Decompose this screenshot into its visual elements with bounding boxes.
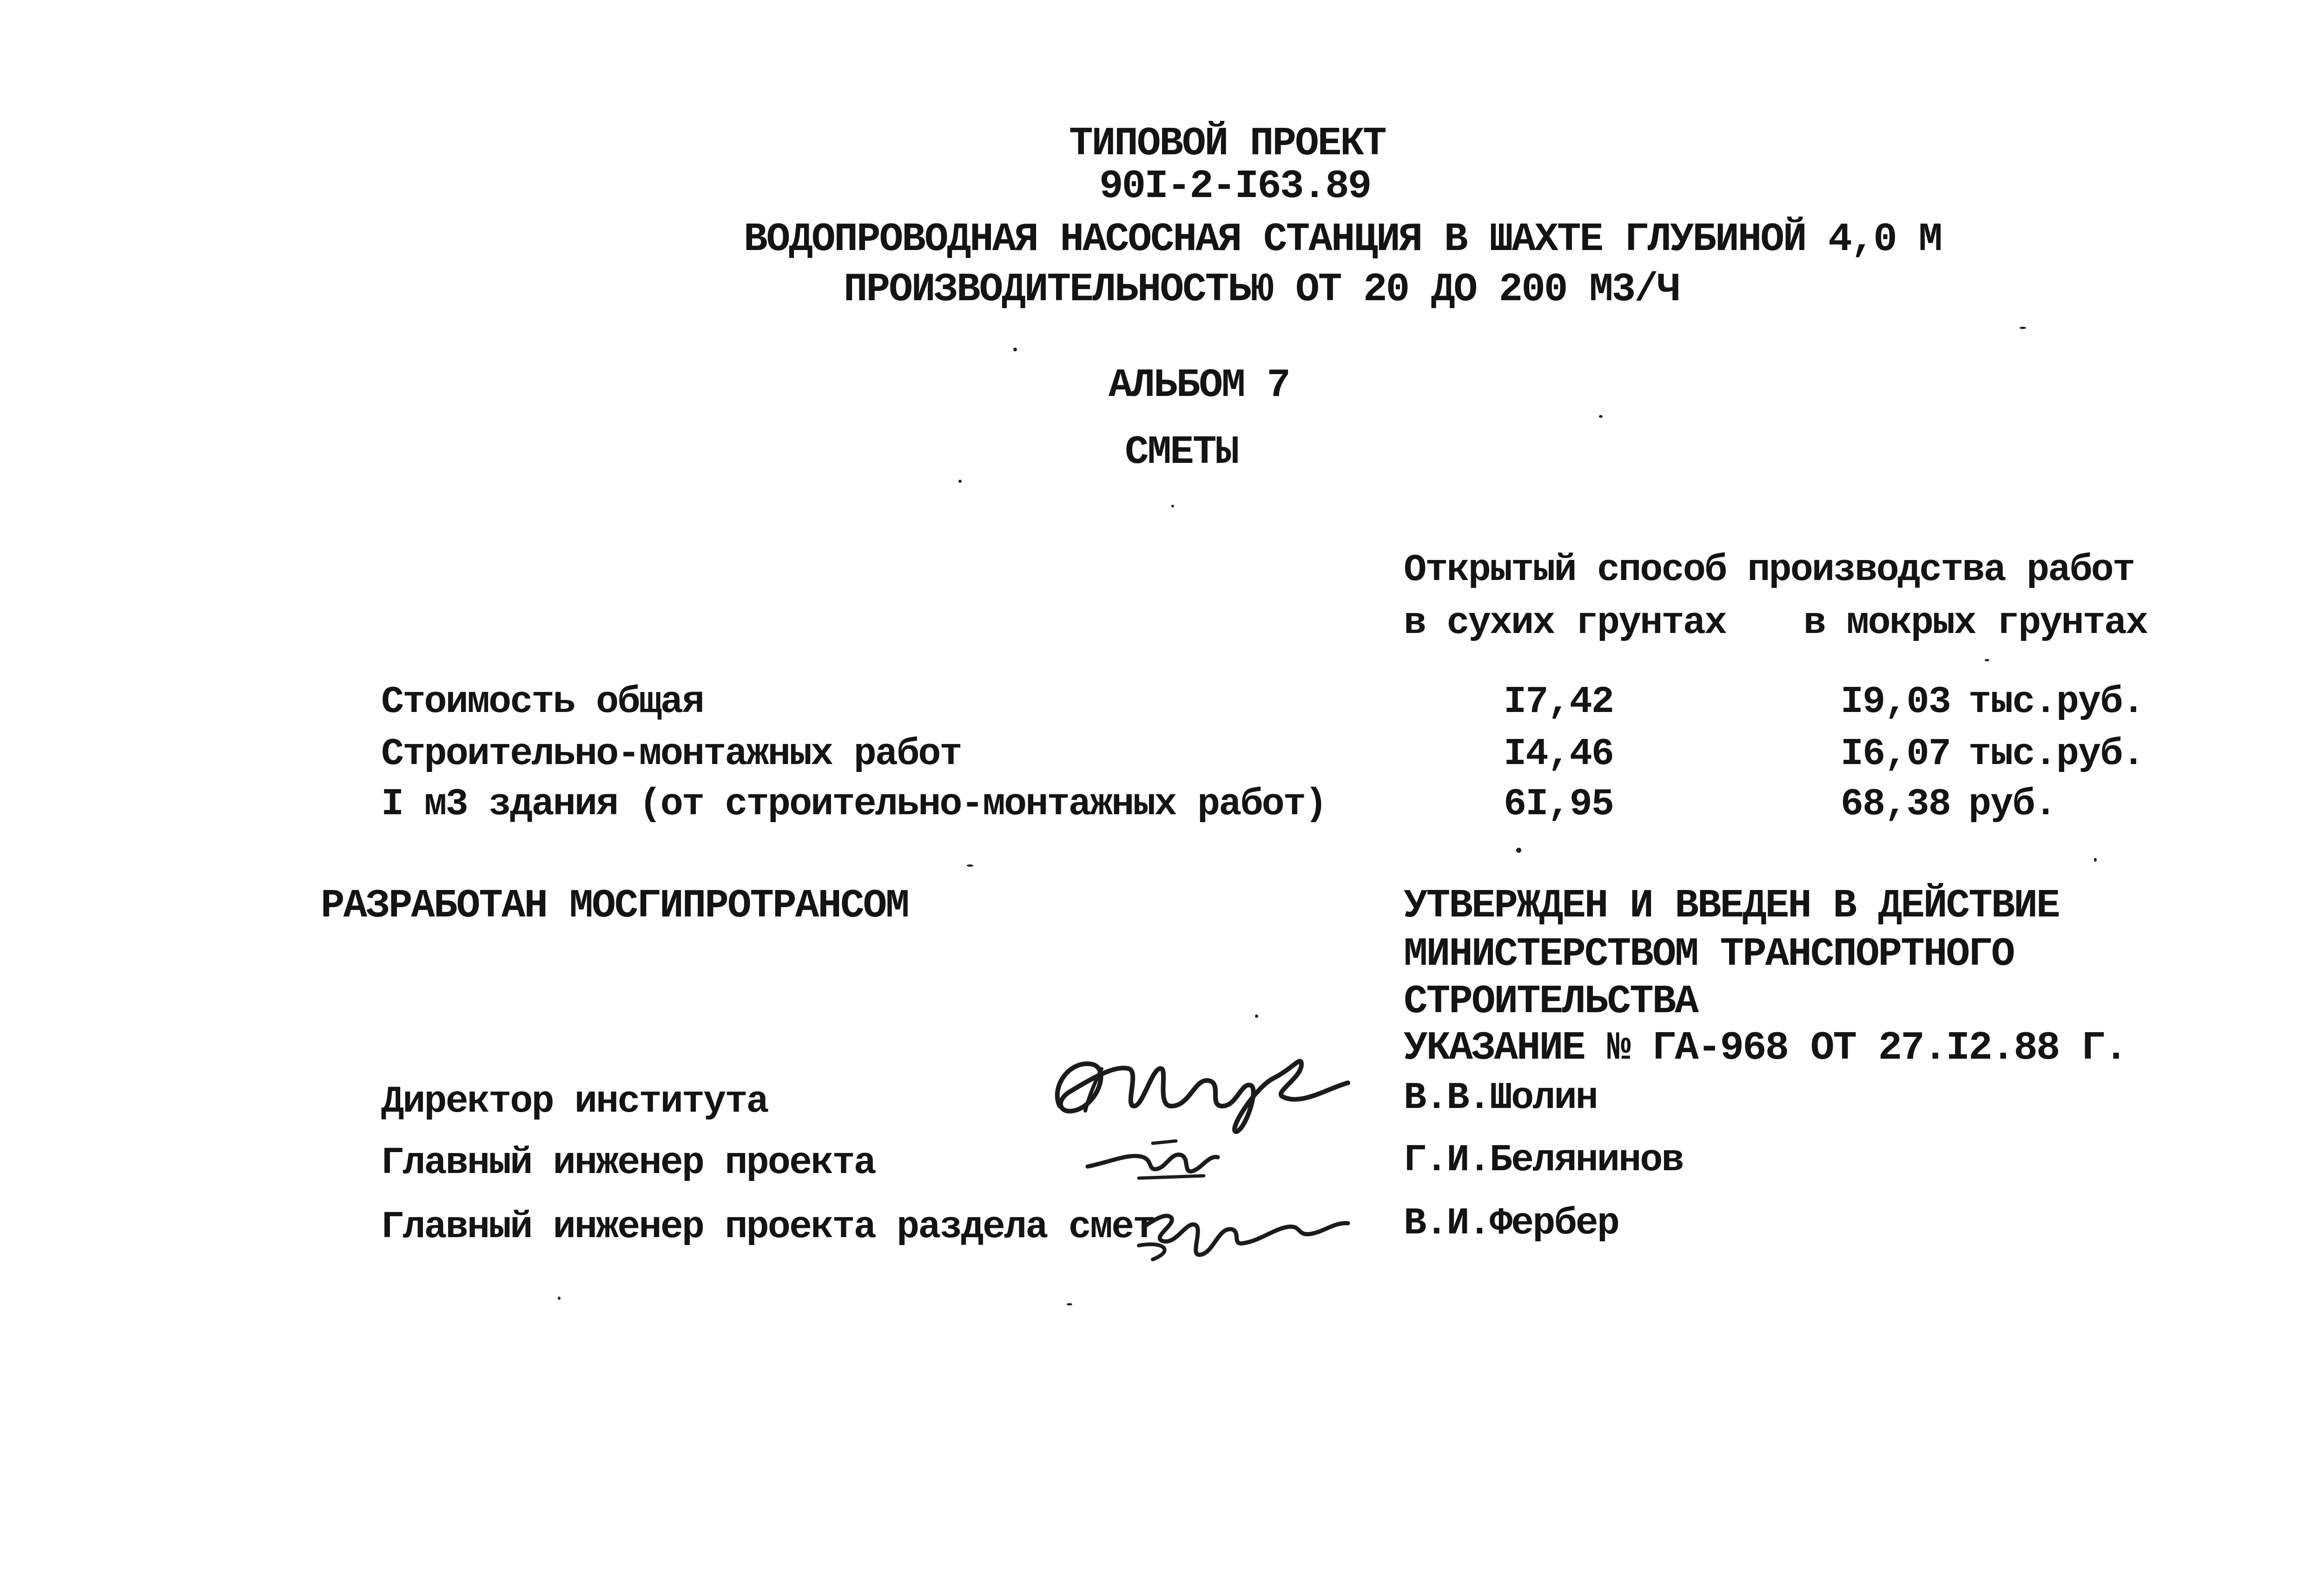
column-header-dry: в сухих грунтах (1404, 601, 1726, 645)
wet-value: I9,03 (1841, 680, 1951, 724)
scan-speck (2020, 327, 2026, 329)
album-label: АЛЬБОМ 7 (1109, 362, 1289, 408)
approval-line-2: МИНИСТЕРСТВОМ ТРАНСПОРТНОГО (1404, 931, 2014, 977)
approval-line-4: УКАЗАНИЕ № ГА-968 ОТ 27.I2.88 Г. (1404, 1025, 2127, 1071)
signatory-role: Главный инженер проекта раздела смет (381, 1206, 1155, 1249)
signatory-role: Главный инженер проекта (381, 1141, 875, 1185)
signatory-name: В.В.Шолин (1404, 1076, 1597, 1120)
signatory-name: В.И.Фербер (1404, 1202, 1619, 1245)
method-heading: Открытый способ производства работ (1404, 548, 2134, 592)
unit-label: тыс.руб. (1968, 680, 2144, 724)
doc-type: ТИПОВОЙ ПРОЕКТ (1069, 121, 1386, 166)
doc-number: 90I-2-I63.89 (1099, 164, 1371, 209)
scan-speck (1516, 848, 1521, 853)
scan-speck (1067, 1303, 1072, 1305)
title-line-1: ВОДОПРОВОДНАЯ НАСОСНАЯ СТАНЦИЯ В ШАХТЕ ГЛУБИНОЙ 4,0 М (744, 217, 1941, 262)
column-header-wet: в мокрых грунтах (1803, 601, 2147, 645)
wet-value: 68,38 (1841, 783, 1951, 826)
dry-value: I7,42 (1504, 680, 1614, 724)
dry-value: 6I,95 (1504, 783, 1614, 826)
row-label: I м3 здания (от строительно-монтажных работ) (381, 783, 1327, 826)
signature-estimates-engineer (1125, 1190, 1367, 1269)
approval-line-1: УТВЕРЖДЕН И ВВЕДЕН В ДЕЙСТВИЕ (1404, 883, 2059, 929)
section-label: СМЕТЫ (1125, 429, 1238, 475)
scan-speck (558, 1297, 561, 1300)
scan-speck (1255, 1015, 1258, 1018)
signatory-role: Директор института (381, 1080, 768, 1123)
scan-speck (958, 480, 962, 483)
scan-speck (1171, 505, 1174, 508)
approval-line-3: СТРОИТЕЛЬСТВА (1404, 979, 1697, 1024)
developer-label: РАЗРАБОТАН МОСГИПРОТРАНСОМ (321, 883, 908, 929)
wet-value: I6,07 (1841, 732, 1951, 776)
unit-label: руб. (1968, 783, 2056, 826)
signature-director (1041, 1036, 1357, 1139)
scan-speck (1599, 415, 1603, 418)
title-line-2: ПРОИЗВОДИТЕЛЬНОСТЬЮ ОТ 20 ДО 200 М3/Ч (844, 267, 1680, 312)
scan-speck (967, 864, 973, 867)
signature-chief-engineer (1083, 1134, 1232, 1190)
row-label: Стоимость общая (381, 680, 704, 724)
scan-speck (1013, 348, 1017, 351)
dry-value: I4,46 (1504, 732, 1614, 776)
signatory-name: Г.И.Белянинов (1404, 1139, 1683, 1182)
scan-speck (1985, 659, 1989, 661)
unit-label: тыс.руб. (1968, 732, 2144, 776)
scan-speck (2094, 858, 2097, 862)
row-label: Строительно-монтажных работ (381, 732, 961, 776)
